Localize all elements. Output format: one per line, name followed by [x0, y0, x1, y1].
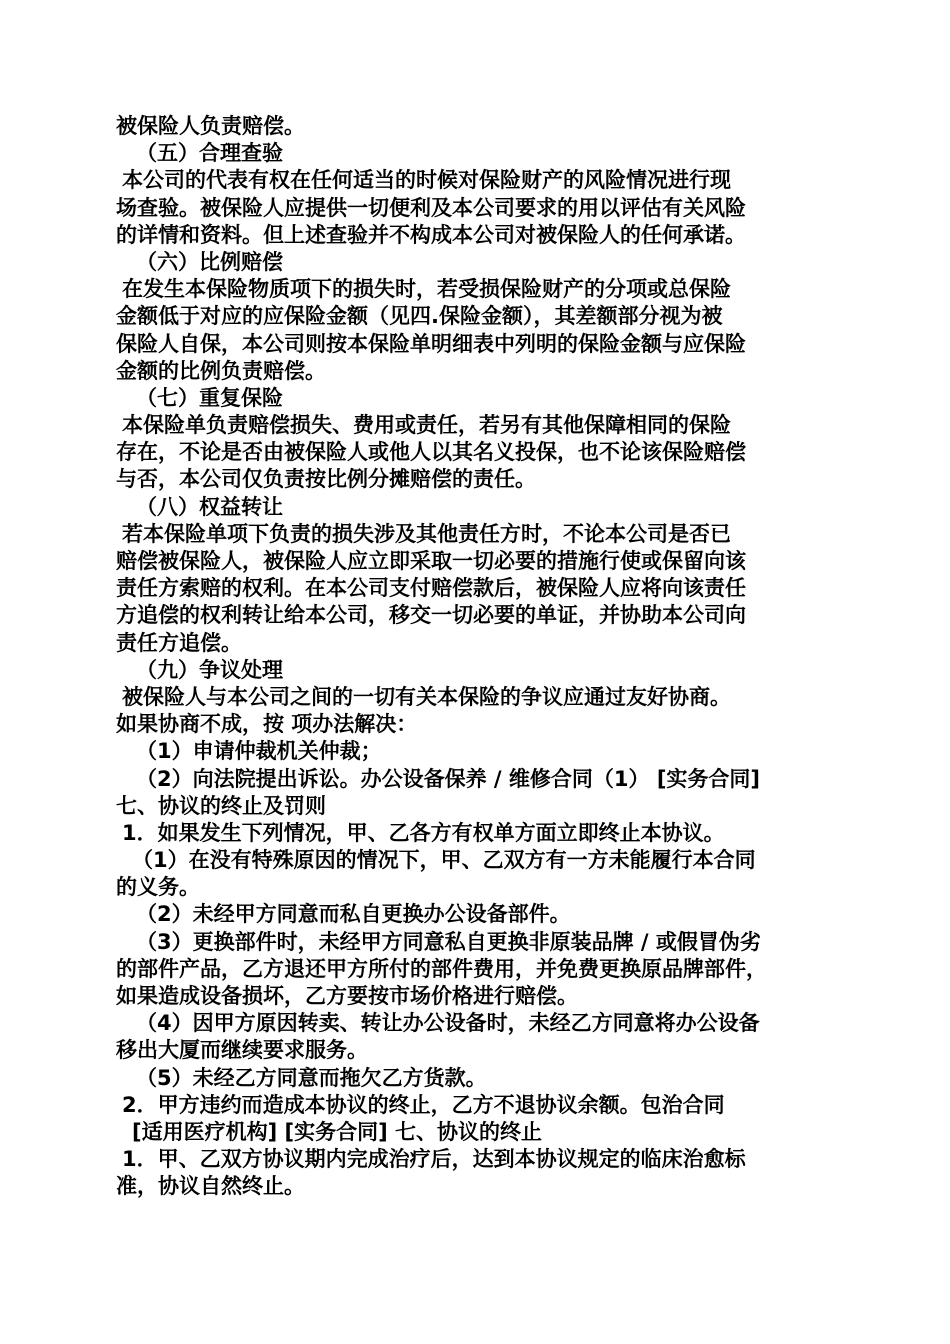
text-line: 的详情和资料。但上述查验并不构成本公司对被保险人的任何承诺。: [116, 222, 746, 247]
text-line: 如果协商不成，按 项办法解决：: [116, 712, 418, 737]
text-line: [适用医疗机构] [实务合同] 七、协议的终止: [132, 1119, 543, 1144]
text-line: （4）因甲方原因转卖、转让办公设备时，未经乙方同意将办公设备: [136, 1011, 760, 1036]
text-line: 存在，不论是否由被保险人或他人以其名义投保，也不论该保险赔偿: [116, 440, 746, 465]
text-line: 1．甲、乙双方协议期内完成治疗后，达到本协议规定的临床治愈标: [122, 1147, 746, 1172]
text-line: 责任方索赔的权利。在本公司支付赔偿款后，被保险人应将向该责任: [116, 576, 746, 601]
text-line: （五）合理查验: [136, 141, 283, 166]
text-line: 与否，本公司仅负责按比例分摊赔偿的责任。: [116, 467, 536, 492]
document-page: [116, 113, 846, 1201]
text-line: 保险人自保，本公司则按本保险单明细表中列明的保险金额与应保险: [116, 331, 746, 356]
text-line: 2．甲方违约而造成本协议的终止，乙方不退协议余额。包治合同: [122, 1092, 725, 1117]
text-line: （5）未经乙方同意而拖欠乙方货款。: [136, 1065, 487, 1090]
text-line: （六）比例赔偿: [136, 249, 283, 274]
text-line: 的义务。: [116, 875, 200, 900]
text-line: （2）未经甲方同意而私自更换办公设备部件。: [136, 902, 571, 927]
text-line: 被保险人与本公司之间的一切有关本保险的争议应通过友好协商。: [122, 684, 731, 709]
text-line: 本公司的代表有权在任何适当的时候对保险财产的风险情况进行现: [122, 168, 731, 193]
text-line: 本保险单负责赔偿损失、费用或责任，若另有其他保障相同的保险: [122, 413, 731, 438]
text-line: 如果造成设备损坏，乙方要按市场价格进行赔偿。: [116, 984, 578, 1008]
text-line: 在发生本保险物质项下的损失时，若受损保险财产的分项或总保险: [122, 277, 731, 302]
text-line: 准，协议自然终止。: [116, 1174, 305, 1199]
text-line: 1．如果发生下列情况，甲、乙各方有权单方面立即终止本协议。: [122, 820, 725, 845]
text-line: （1）在没有特殊原因的情况下，甲、乙双方有一方未能履行本合同: [132, 848, 756, 873]
text-line: （八）权益转让: [136, 494, 283, 519]
text-line: （九）争议处理: [136, 657, 283, 682]
text-line: 七、协议的终止及罚则: [116, 793, 326, 818]
text-line: （3）更换部件时，未经甲方同意私自更换非原装品牌 / 或假冒伪劣: [136, 929, 761, 954]
text-line: 金额低于对应的应保险金额（见四.保险金额），其差额部分视为被: [116, 304, 723, 329]
text-line: （2）向法院提出诉讼。办公设备保养 / 维修合同（1） [实务合同]: [136, 766, 761, 791]
text-line: 的部件产品，乙方退还甲方所付的部件费用，并免费更换原品牌部件，: [116, 956, 767, 981]
text-line: 移出大厦而继续要求服务。: [116, 1038, 368, 1063]
text-line: 赔偿被保险人，被保险人应立即采取一切必要的措施行使或保留向该: [116, 549, 746, 573]
text-line: 被保险人负责赔偿。: [116, 114, 305, 138]
text-line: 责任方追偿。: [116, 630, 242, 655]
text-line: 方追偿的权利转让给本公司，移交一切必要的单证，并协助本公司向: [116, 603, 746, 628]
text-line: （1）申请仲裁机关仲裁；: [136, 739, 382, 764]
text-line: （七）重复保险: [136, 385, 283, 410]
text-line: 场查验。被保险人应提供一切便利及本公司要求的用以评估有关风险: [116, 195, 746, 220]
text-line: 若本保险单项下负责的损失涉及其他责任方时，不论本公司是否已: [122, 521, 731, 546]
text-line: 金额的比例负责赔偿。: [116, 358, 326, 383]
